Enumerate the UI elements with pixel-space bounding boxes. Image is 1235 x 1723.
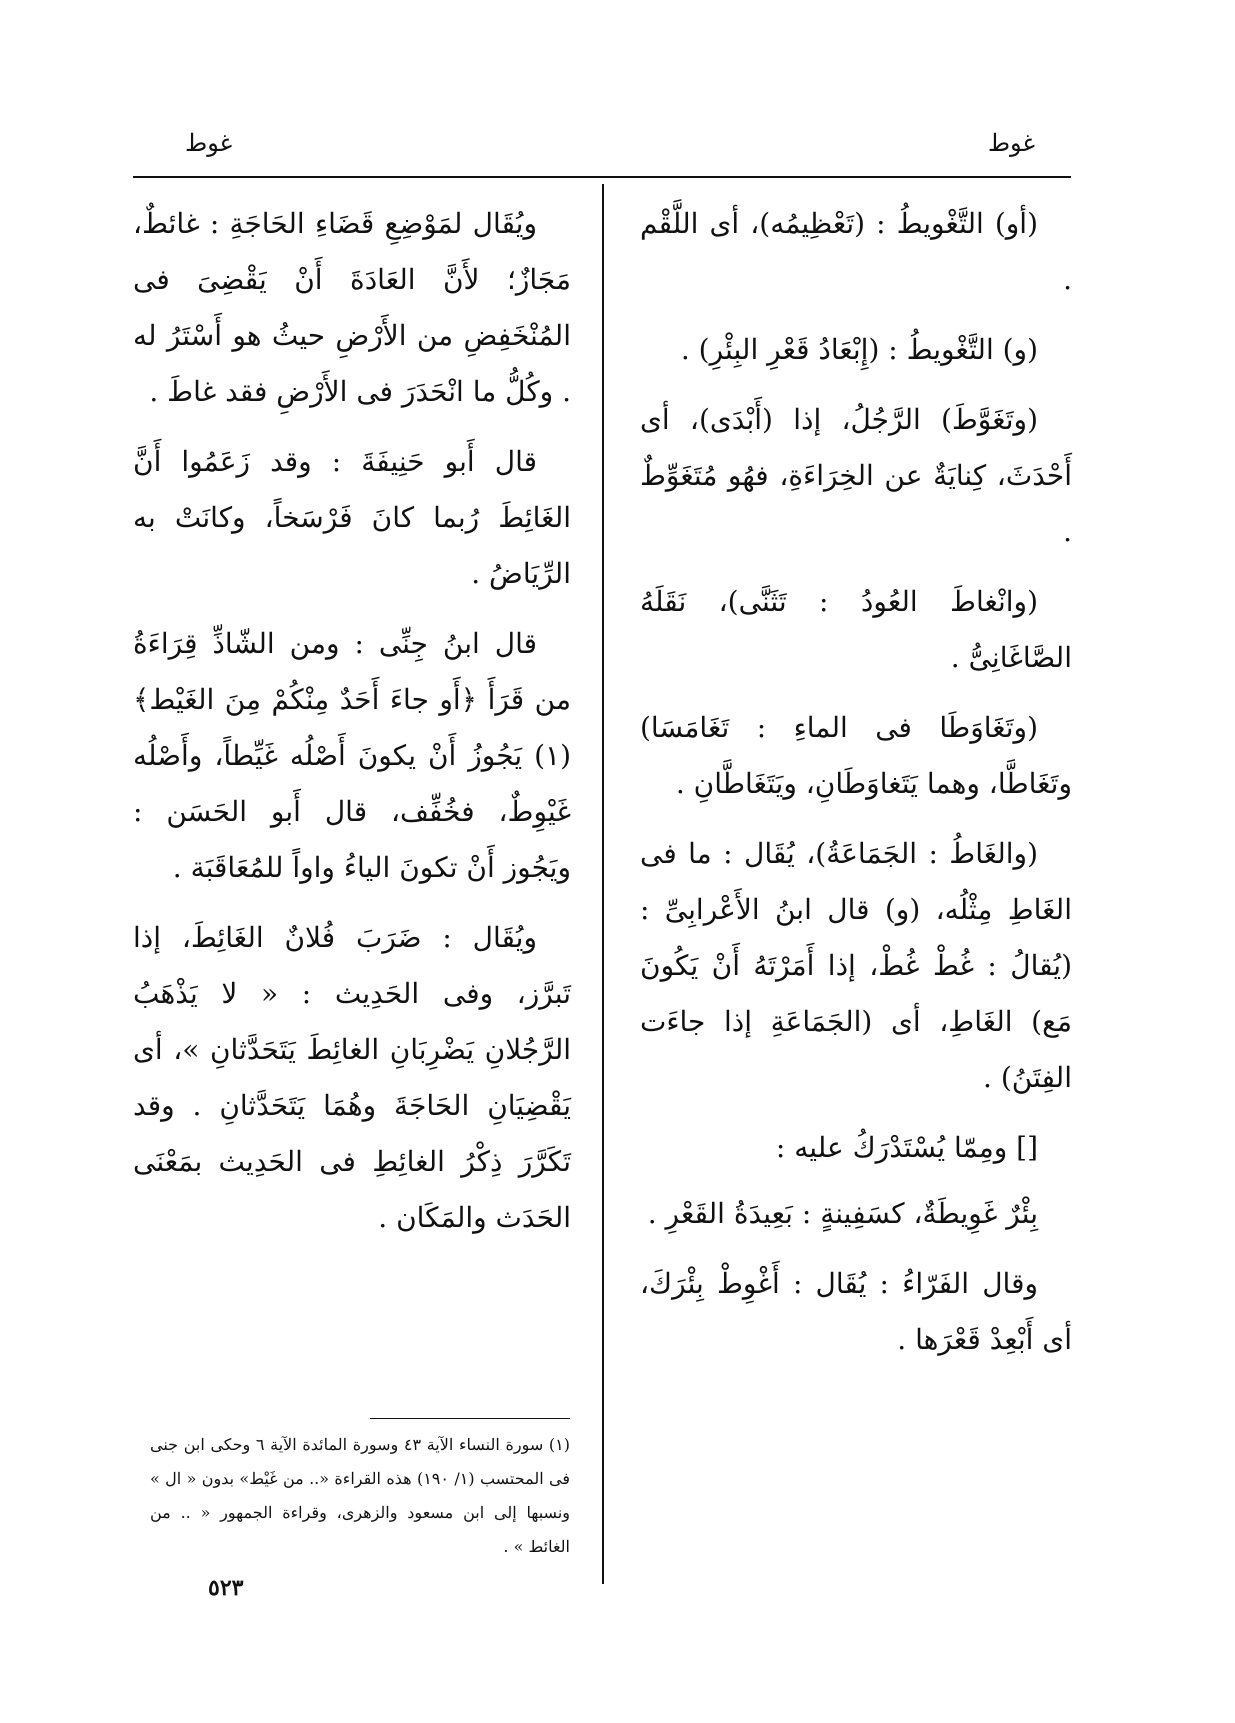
entry-paragraph: (وانْغاطَ العُودُ : تَثَنَّى)، نَقَلَهُ الصَّاغَانِىُّ .	[631, 585, 1072, 674]
entry-paragraph: (وتَغَاوَطَا فى الماءِ : تَغَامَسَا) وتَغَاطَّا، وهما يَتَغاوَطَانِ، ويَتَغَاطَّانِ .	[631, 711, 1072, 800]
page-number: ٥٢٣	[208, 1575, 244, 1601]
running-header-left: غوط	[185, 129, 233, 157]
entry-paragraph: وقال الفَرّاءُ : يُقَال : أَغْوِطْ بِئْرَكَ، أى أَبْعِدْ قَعْرَها .	[631, 1267, 1072, 1356]
entry-paragraph: (وتَغَوَّطَ) الرَّجُلُ، إذا (أَبْدَى)، أى أَحْدَثَ، كِنايَةٌ عن الخِرَاءَةِ، فهُو مُتَغَوِّطٌ .	[631, 403, 1072, 548]
entry-paragraph: (والغَاطُ : الجَمَاعَةُ)، يُقَال : ما فى الغَاطِ مِثْلُه، (و) قال ابنُ الأَعْرابِىِّ : (يُقالُ : غُطْ غُطْ، إذا أَمَرْتَهُ أَنْ يَكُونَ مَع) الغَاطِ، أى (الجَمَاعَةِ إذا جاءَت الفِتَنُ) .	[631, 837, 1072, 1094]
header-rule	[133, 176, 1071, 178]
entry-paragraph: (و) التَّغْويطُ : (إِبْعَادُ قَعْرِ البِئْرِ) .	[680, 333, 1038, 366]
entry-paragraph: (أو) التَّغْويطُ : (تَعْظِيمُه)، أى اللَّقْم .	[631, 207, 1072, 296]
right-column	[631, 196, 1072, 1382]
entry-paragraph: بِئْرٌ غَوِيطَةٌ، كسَفِينةٍ : بَعِيدَةُ القَعْرِ .	[647, 1197, 1038, 1230]
footnote-rule	[370, 1418, 570, 1419]
column-divider	[602, 184, 604, 1584]
supplement-heading: [] ومِمّا يُسْتَدْرَكُ عليه :	[775, 1131, 1038, 1164]
left-column	[124, 196, 571, 1260]
footnote: (١) سورة النساء الآية ٤٣ وسورة المائدة الآية ٦ وحكى ابن جنى فى المحتسب (١/ ١٩٠) هذه القراءة «.. من غَيْط» بدون « ال » ونسبها إلى ابن مسعود والزهرى، وقراءة الجمهور « .. من الغائط » .	[144, 1435, 571, 1556]
entry-paragraph: ويُقَال : ضَرَبَ فُلانٌ الغَائِطَ، إذا تَبرَّز، وفى الحَدِيث : « لا يَذْهَبُ الرَّجُلانِ يَضْرِبَانِ الغائِطَ يَتَحَدَّثانِ »، أى يَقْضِيَانِ الحَاجَةَ وهُمَا يَتَحَدَّثانِ . وقد تَكَرَّرَ ذِكْرُ الغائِطِ فى الحَدِيث بمَعْنَى الحَدَث والمَكَان .	[124, 921, 571, 1234]
entry-paragraph: قال أَبو حَنِيفَةَ : وقد زَعَمُوا أَنَّ الغَائِطَ رُبما كانَ فَرْسَخاً، وكانَتْ به الرِّيَاضُ .	[124, 445, 571, 590]
entry-paragraph: قال ابنُ جِنِّى : ومن الشّاذِّ قِرَاءَةُ من قَرَأَ ﴿أَو جاءَ أَحَدٌ مِنْكُمْ مِنَ الغَيْط﴾ (١) يَجُوزُ أَنْ يكونَ أَصْلُه غَيِّطاً، وأَصْلُه غَيْوِطٌ، فخُفِّف، قال أَبو الحَسَن : ويَجُوز أَنْ تكونَ الياءُ واواً للمُعَاقَبَة .	[124, 627, 571, 884]
entry-paragraph: ويُقَال لمَوْضِعِ قَضَاءِ الحَاجَةِ : غائطٌ، مَجَازٌ؛ لأَنَّ العَادَةَ أَنْ يَقْضِىَ فى المُنْخَفِضِ من الأَرْضِ حيثُ هو أَسْتَرُ له . وكُلُّ ما انْحَدَرَ فى الأَرْضِ فقد غاطَ .	[124, 207, 571, 408]
running-header-right: غوط	[987, 129, 1035, 157]
